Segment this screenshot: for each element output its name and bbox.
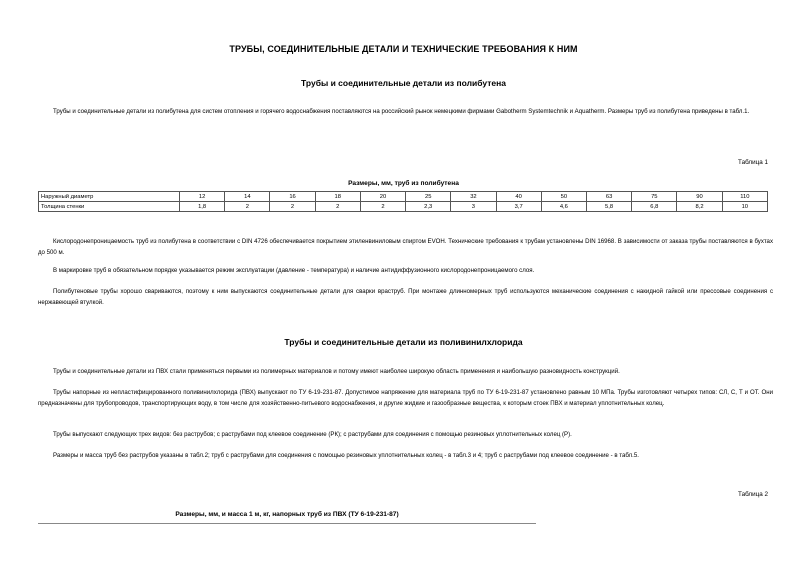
table-cell: 14: [225, 192, 270, 202]
paragraph-marking: В маркировке труб в обязательном порядке указывается режим эксплуатации (давление - температура) и наличие антидиффузионного кислородонепроницаемого слоя.: [53, 267, 535, 274]
paragraph-pvc-intro: Трубы и соединительные детали из ПВХ стали применяться первыми из полимерных материалов и потому имеют наиболее широкую область применения и наибольшую разновидность конструкций.: [53, 368, 620, 375]
table-cell: 3,7: [496, 202, 541, 212]
table-row-wall-thickness: [39, 202, 768, 212]
paragraph-pvc-types: Трубы выпускают следующих трех видов: без раструбов; с раструбами под клеевое соединение (РК); с раструбами для соединения с помощью резиновых уплотнительных колец (Р).: [53, 431, 572, 438]
paragraph-pvc-pressure-pipes: Трубы напорные из непластифицированного поливинилхлорида (ПВХ) выпускают по ТУ 6-19-231-87. Допустимое напряжение для материала труб по ТУ 6-19-231-87 установлено равным 10 МПа. Трубы изготовляют четырех типов: СЛ, С, Т и ОТ. Они предназначены для трубопроводов, транспортирующих воду, в том числе для хозяйственно-питьевого водоснабжения, и другие жидкие и газообразные вещества, к которым стоек ПВХ и материал уплотнительных колец.: [38, 389, 773, 407]
table-cell: 110: [722, 192, 767, 202]
paragraph-oxygen-barrier: Кислородонепроницаемость труб из полибутена в соответствии с DIN 4726 обеспечивается покрытием этиленвиниловым спиртом EVOH. Технические требования к трубам установлены DIN 16968. В зависимости от заказа трубы поставляются в бухтах до 500 м.: [38, 238, 773, 256]
table-cell: 25: [406, 192, 451, 202]
section-title-polybutene: Трубы и соединительные детали из полибутена: [301, 78, 506, 88]
table-1-caption: Размеры, мм, труб из полибутена: [348, 180, 459, 187]
table-cell: 2: [270, 202, 315, 212]
table-cell: 3: [451, 202, 496, 212]
row-label-outer-diameter: Наружный диаметр: [39, 192, 180, 202]
table-cell: 50: [541, 192, 586, 202]
table-1-number: Таблица 1: [738, 159, 768, 166]
paragraph-pvc-tables: Размеры и масса труб без раструбов указаны в табл.2; труб с раструбами для соединения с помощью резиновых уплотнительных колец - в табл.3 и 4; труб с раструбами под клеевое соединение - в табл.5.: [53, 452, 639, 459]
section-title-pvc: Трубы и соединительные детали из поливинилхлорида: [284, 337, 523, 347]
paragraph-welding: Полибутеновые трубы хорошо свариваются, поэтому к ним выпускаются соединительные детали для сварки враструб. При монтаже длинномерных труб используются механические соединения с накидной гайкой или прессовые соединения с нержавеющей втулкой.: [38, 288, 773, 306]
table-cell: 16: [270, 192, 315, 202]
table-cell: 75: [632, 192, 677, 202]
table-cell: 8,2: [677, 202, 722, 212]
table-2-caption: Размеры, мм, и масса 1 м, кг, напорных труб из ПВХ (ТУ 6-19-231-87): [175, 511, 399, 518]
table-cell: 63: [586, 192, 631, 202]
table-cell: 2: [225, 202, 270, 212]
table-cell: 5,8: [586, 202, 631, 212]
table-2-number: Таблица 2: [738, 491, 768, 498]
table-cell: 32: [451, 192, 496, 202]
table-cell: 4,6: [541, 202, 586, 212]
table-cell: 1,8: [180, 202, 225, 212]
table-cell: 40: [496, 192, 541, 202]
table-cell: 10: [722, 202, 767, 212]
table-cell: 18: [315, 192, 360, 202]
table-cell: 20: [360, 192, 405, 202]
paragraph-polybutene-intro: Трубы и соединительные детали из полибутена для систем отопления и горячего водоснабжения поставляются на российский рынок немецкими фирмами Gabotherm Systemtechnik и Aquatherm. Размеры труб из полибутена приведены в табл.1.: [53, 108, 750, 115]
table-2-top-rule: [38, 523, 536, 524]
table-cell: 2,3: [406, 202, 451, 212]
table-cell: 2: [360, 202, 405, 212]
table-polybutene-dimensions: [38, 191, 768, 212]
document-title: ТРУБЫ, СОЕДИНИТЕЛЬНЫЕ ДЕТАЛИ И ТЕХНИЧЕСКИЕ ТРЕБОВАНИЯ К НИМ: [229, 44, 578, 54]
table-row-outer-diameter: [39, 192, 768, 202]
table-cell: 6,8: [632, 202, 677, 212]
row-label-wall-thickness: Толщина стенки: [39, 202, 180, 212]
table-cell: 2: [315, 202, 360, 212]
table-cell: 90: [677, 192, 722, 202]
table-cell: 12: [180, 192, 225, 202]
